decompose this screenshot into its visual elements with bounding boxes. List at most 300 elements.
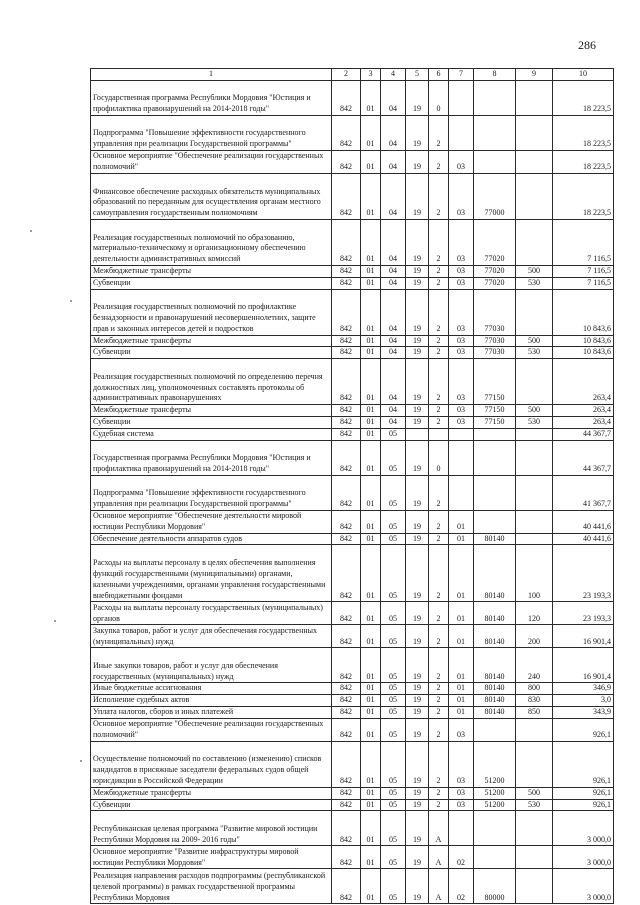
- subprogram-code: А: [429, 869, 449, 904]
- subprogram-code: 2: [429, 545, 449, 602]
- expense-type-code: 200: [516, 625, 553, 648]
- row-description: Иные закупки товаров, работ и услуг для обеспечения государственных (муниципальных) нужд: [91, 648, 332, 683]
- table-row: [91, 416, 614, 428]
- subsection-code: 05: [381, 625, 406, 648]
- column-header: 2: [332, 69, 361, 81]
- subprogram-code: 2: [429, 706, 449, 718]
- row-description: Межбюджетные трансферты: [91, 266, 332, 278]
- program-code: 19: [406, 416, 429, 428]
- scan-speck: [70, 300, 72, 302]
- program-code: 19: [406, 811, 429, 846]
- subprogram-code: 2: [429, 335, 449, 347]
- section-code: 01: [361, 533, 381, 545]
- section-code: 01: [361, 335, 381, 347]
- section-code: 01: [361, 683, 381, 695]
- subprogram-code: А: [429, 811, 449, 846]
- expense-code: 51200: [474, 741, 516, 787]
- subsection-code: 05: [381, 695, 406, 707]
- subsection-code: 04: [381, 116, 406, 151]
- table-row: [91, 289, 614, 335]
- subprogram-code: 2: [429, 405, 449, 417]
- table-row: [91, 428, 614, 440]
- table-row: [91, 625, 614, 648]
- admin-code: 842: [332, 545, 361, 602]
- row-description: Реализация государственных полномочий по определению перечня должностных лиц, уполномоченных составлять протоколы об административных правонарушениях: [91, 359, 332, 405]
- subsection-code: 04: [381, 416, 406, 428]
- budget-table: [90, 68, 614, 904]
- amount: 3,0: [553, 695, 614, 707]
- program-code: 19: [406, 440, 429, 475]
- measure-code: 02: [449, 869, 474, 904]
- measure-code: 03: [449, 718, 474, 741]
- table-header-row: [91, 69, 614, 81]
- admin-code: 842: [332, 706, 361, 718]
- measure-code: 01: [449, 648, 474, 683]
- subprogram-code: 2: [429, 151, 449, 174]
- admin-code: 842: [332, 718, 361, 741]
- amount: 926,1: [553, 787, 614, 799]
- amount: 3 000,0: [553, 869, 614, 904]
- expense-code: [474, 440, 516, 475]
- expense-code: 77020: [474, 220, 516, 266]
- subsection-code: 05: [381, 846, 406, 869]
- expense-code: 80140: [474, 545, 516, 602]
- measure-code: 03: [449, 799, 474, 811]
- measure-code: 03: [449, 347, 474, 359]
- subprogram-code: 2: [429, 266, 449, 278]
- expense-type-code: [516, 289, 553, 335]
- subprogram-code: 2: [429, 741, 449, 787]
- measure-code: [449, 440, 474, 475]
- measure-code: 03: [449, 787, 474, 799]
- table-row: [91, 277, 614, 289]
- row-description: Субвенции: [91, 277, 332, 289]
- table-row: [91, 174, 614, 220]
- amount: 23 193,3: [553, 602, 614, 625]
- subsection-code: 04: [381, 347, 406, 359]
- table-row: [91, 533, 614, 545]
- measure-code: 01: [449, 545, 474, 602]
- expense-type-code: 120: [516, 602, 553, 625]
- program-code: 19: [406, 475, 429, 510]
- row-description: Межбюджетные трансферты: [91, 335, 332, 347]
- admin-code: 842: [332, 266, 361, 278]
- subprogram-code: 2: [429, 277, 449, 289]
- program-code: 19: [406, 648, 429, 683]
- amount: 926,1: [553, 718, 614, 741]
- table-row: [91, 266, 614, 278]
- program-code: 19: [406, 405, 429, 417]
- row-description: Государственная программа Республики Мордовия "Юстиция и профилактика правонарушений на 2014-2018 годы": [91, 81, 332, 116]
- table-row: [91, 695, 614, 707]
- amount: 40 441,6: [553, 533, 614, 545]
- section-code: 01: [361, 811, 381, 846]
- subsection-code: 05: [381, 648, 406, 683]
- table-row: [91, 846, 614, 869]
- subprogram-code: 2: [429, 533, 449, 545]
- measure-code: [449, 116, 474, 151]
- admin-code: 842: [332, 416, 361, 428]
- admin-code: 842: [332, 347, 361, 359]
- program-code: 19: [406, 220, 429, 266]
- section-code: 01: [361, 440, 381, 475]
- subprogram-code: 2: [429, 359, 449, 405]
- section-code: 01: [361, 869, 381, 904]
- section-code: 01: [361, 289, 381, 335]
- section-code: 01: [361, 625, 381, 648]
- table-row: [91, 706, 614, 718]
- admin-code: 842: [332, 741, 361, 787]
- measure-code: 03: [449, 277, 474, 289]
- subsection-code: 05: [381, 811, 406, 846]
- amount: 263,4: [553, 416, 614, 428]
- column-header: 6: [429, 69, 449, 81]
- admin-code: 842: [332, 869, 361, 904]
- column-header: 10: [553, 69, 614, 81]
- section-code: 01: [361, 347, 381, 359]
- program-code: 19: [406, 359, 429, 405]
- section-code: 01: [361, 510, 381, 533]
- amount: 44 367,7: [553, 440, 614, 475]
- table-row: [91, 475, 614, 510]
- section-code: 01: [361, 81, 381, 116]
- section-code: 01: [361, 266, 381, 278]
- admin-code: 842: [332, 289, 361, 335]
- amount: 16 901,4: [553, 648, 614, 683]
- program-code: 19: [406, 799, 429, 811]
- expense-code: 80140: [474, 533, 516, 545]
- amount: 41 367,7: [553, 475, 614, 510]
- expense-type-code: 500: [516, 266, 553, 278]
- program-code: 19: [406, 335, 429, 347]
- measure-code: 03: [449, 174, 474, 220]
- row-description: Субвенции: [91, 799, 332, 811]
- subprogram-code: 2: [429, 799, 449, 811]
- program-code: 19: [406, 695, 429, 707]
- expense-code: 77150: [474, 405, 516, 417]
- row-description: Основное мероприятие "Обеспечение реализации государственных полномочий": [91, 151, 332, 174]
- subprogram-code: 2: [429, 683, 449, 695]
- table-row: [91, 335, 614, 347]
- subprogram-code: 2: [429, 695, 449, 707]
- section-code: 01: [361, 428, 381, 440]
- column-header: 9: [516, 69, 553, 81]
- expense-type-code: [516, 869, 553, 904]
- subprogram-code: 2: [429, 475, 449, 510]
- amount: 10 843,6: [553, 347, 614, 359]
- subsection-code: 04: [381, 174, 406, 220]
- column-header: 1: [91, 69, 332, 81]
- expense-type-code: 530: [516, 799, 553, 811]
- measure-code: 03: [449, 416, 474, 428]
- expense-type-code: 850: [516, 706, 553, 718]
- expense-type-code: [516, 718, 553, 741]
- measure-code: 02: [449, 846, 474, 869]
- program-code: 19: [406, 510, 429, 533]
- table-row: [91, 220, 614, 266]
- measure-code: 03: [449, 266, 474, 278]
- page-number: 286: [578, 38, 596, 52]
- subprogram-code: 2: [429, 289, 449, 335]
- measure-code: 01: [449, 510, 474, 533]
- program-code: 19: [406, 266, 429, 278]
- row-description: Реализация государственных полномочий по образованию, материально-техническому и организационному обеспечению деятельности административных комиссий: [91, 220, 332, 266]
- expense-type-code: 530: [516, 416, 553, 428]
- expense-code: 77150: [474, 416, 516, 428]
- subsection-code: 05: [381, 869, 406, 904]
- admin-code: 842: [332, 428, 361, 440]
- amount: 343,9: [553, 706, 614, 718]
- table-row: [91, 405, 614, 417]
- program-code: 19: [406, 602, 429, 625]
- expense-code: 77020: [474, 266, 516, 278]
- admin-code: 842: [332, 475, 361, 510]
- table-row: [91, 510, 614, 533]
- expense-code: [474, 428, 516, 440]
- amount: 346,9: [553, 683, 614, 695]
- expense-code: 77000: [474, 174, 516, 220]
- expense-code: 80140: [474, 625, 516, 648]
- section-code: 01: [361, 648, 381, 683]
- admin-code: 842: [332, 811, 361, 846]
- subprogram-code: 2: [429, 625, 449, 648]
- measure-code: [449, 475, 474, 510]
- row-description: Межбюджетные трансферты: [91, 405, 332, 417]
- section-code: 01: [361, 220, 381, 266]
- section-code: 01: [361, 695, 381, 707]
- program-code: 19: [406, 741, 429, 787]
- expense-type-code: [516, 741, 553, 787]
- row-description: Закупка товаров, работ и услуг для обеспечения государственных (муниципальных) нужд: [91, 625, 332, 648]
- expense-type-code: 830: [516, 695, 553, 707]
- admin-code: 842: [332, 116, 361, 151]
- measure-code: 01: [449, 706, 474, 718]
- admin-code: 842: [332, 533, 361, 545]
- subprogram-code: 0: [429, 440, 449, 475]
- table-row: [91, 799, 614, 811]
- expense-code: 51200: [474, 799, 516, 811]
- row-description: Уплата налогов, сборов и иных платежей: [91, 706, 332, 718]
- expense-type-code: 500: [516, 405, 553, 417]
- subsection-code: 05: [381, 602, 406, 625]
- subsection-code: 05: [381, 799, 406, 811]
- admin-code: 842: [332, 799, 361, 811]
- row-description: Подпрограмма "Повышение эффективности государственного управления при реализации Государственной программы": [91, 116, 332, 151]
- expense-code: 77030: [474, 335, 516, 347]
- program-code: 19: [406, 683, 429, 695]
- measure-code: 03: [449, 335, 474, 347]
- table-row: [91, 81, 614, 116]
- amount: 926,1: [553, 799, 614, 811]
- table-row: [91, 718, 614, 741]
- subsection-code: 04: [381, 266, 406, 278]
- admin-code: 842: [332, 787, 361, 799]
- subsection-code: 05: [381, 787, 406, 799]
- row-description: Осуществление полномочий по составлению (изменению) списков кандидатов в присяжные заседатели федеральных судов общей юрисдикции в Российской Федерации: [91, 741, 332, 787]
- subsection-code: 05: [381, 510, 406, 533]
- subsection-code: 04: [381, 335, 406, 347]
- amount: 40 441,6: [553, 510, 614, 533]
- measure-code: [449, 428, 474, 440]
- measure-code: 03: [449, 741, 474, 787]
- admin-code: 842: [332, 359, 361, 405]
- subprogram-code: [429, 428, 449, 440]
- amount: 18 223,5: [553, 116, 614, 151]
- expense-code: [474, 116, 516, 151]
- row-description: Реализация государственных полномочий по профилактике безнадзорности и правонарушений несовершеннолетних, защите прав и законных интересов детей и подростков: [91, 289, 332, 335]
- subsection-code: 04: [381, 405, 406, 417]
- row-description: Основное мероприятие "Развитие инфраструктуры мировой юстиции Республики Мордовия": [91, 846, 332, 869]
- expense-code: [474, 475, 516, 510]
- expense-type-code: 800: [516, 683, 553, 695]
- row-description: Государственная программа Республики Мордовия "Юстиция и профилактика правонарушений на 2014-2018 годы": [91, 440, 332, 475]
- row-description: Реализация направления расходов подпрограммы (республиканской целевой программы) в рамках государственной программы Республики Мордовия: [91, 869, 332, 904]
- section-code: 01: [361, 706, 381, 718]
- scan-speck: [80, 760, 82, 762]
- subprogram-code: А: [429, 846, 449, 869]
- expense-code: [474, 151, 516, 174]
- amount: 44 367,7: [553, 428, 614, 440]
- section-code: 01: [361, 405, 381, 417]
- table-body: [91, 81, 614, 904]
- expense-code: 77030: [474, 347, 516, 359]
- program-code: 19: [406, 545, 429, 602]
- amount: 10 843,6: [553, 289, 614, 335]
- expense-code: [474, 811, 516, 846]
- section-code: 01: [361, 602, 381, 625]
- section-code: 01: [361, 545, 381, 602]
- expense-type-code: 500: [516, 335, 553, 347]
- column-header: 7: [449, 69, 474, 81]
- section-code: 01: [361, 718, 381, 741]
- expense-code: [474, 846, 516, 869]
- subsection-code: 04: [381, 220, 406, 266]
- row-description: Расходы на выплаты персоналу в целях обеспечения выполнения функций государственными (муниципальными) органами, казенными учреждениями, органами управления государственными внебюджетными фондами: [91, 545, 332, 602]
- program-code: 19: [406, 116, 429, 151]
- amount: 16 901,4: [553, 625, 614, 648]
- section-code: 01: [361, 741, 381, 787]
- admin-code: 842: [332, 440, 361, 475]
- amount: 3 000,0: [553, 846, 614, 869]
- column-header: 8: [474, 69, 516, 81]
- table-row: [91, 811, 614, 846]
- admin-code: 842: [332, 174, 361, 220]
- row-description: Исполнение судебных актов: [91, 695, 332, 707]
- section-code: 01: [361, 475, 381, 510]
- table-row: [91, 869, 614, 904]
- subsection-code: 04: [381, 359, 406, 405]
- subsection-code: 05: [381, 440, 406, 475]
- table-row: [91, 116, 614, 151]
- program-code: 19: [406, 706, 429, 718]
- measure-code: 03: [449, 289, 474, 335]
- amount: 18 223,5: [553, 81, 614, 116]
- expense-code: 77030: [474, 289, 516, 335]
- subsection-code: 04: [381, 277, 406, 289]
- measure-code: 03: [449, 151, 474, 174]
- row-description: Основное мероприятие "Обеспечение деятельности мировой юстиции Республики Мордовия": [91, 510, 332, 533]
- measure-code: 01: [449, 533, 474, 545]
- row-description: Межбюджетные трансферты: [91, 787, 332, 799]
- program-code: 19: [406, 347, 429, 359]
- amount: 3 000,0: [553, 811, 614, 846]
- expense-code: 80140: [474, 695, 516, 707]
- measure-code: [449, 811, 474, 846]
- row-description: Республиканская целевая программа "Развитие мировой юстиции Республики Мордовия на 2009- 2016 годы": [91, 811, 332, 846]
- amount: 10 843,6: [553, 335, 614, 347]
- subsection-code: 05: [381, 741, 406, 787]
- admin-code: 842: [332, 625, 361, 648]
- measure-code: 01: [449, 602, 474, 625]
- row-description: Иные бюджетные ассигнования: [91, 683, 332, 695]
- admin-code: 842: [332, 151, 361, 174]
- admin-code: 842: [332, 510, 361, 533]
- admin-code: 842: [332, 602, 361, 625]
- expense-code: 80140: [474, 706, 516, 718]
- column-header: 3: [361, 69, 381, 81]
- amount: 263,4: [553, 405, 614, 417]
- scan-speck: [30, 230, 32, 232]
- row-description: Обеспечение деятельности аппаратов судов: [91, 533, 332, 545]
- section-code: 01: [361, 787, 381, 799]
- subprogram-code: 2: [429, 347, 449, 359]
- expense-type-code: [516, 151, 553, 174]
- admin-code: 842: [332, 81, 361, 116]
- table-row: [91, 440, 614, 475]
- expense-type-code: [516, 510, 553, 533]
- table-row: [91, 683, 614, 695]
- measure-code: 03: [449, 359, 474, 405]
- table-row: [91, 648, 614, 683]
- expense-type-code: 530: [516, 347, 553, 359]
- admin-code: 842: [332, 335, 361, 347]
- expense-type-code: [516, 440, 553, 475]
- amount: 18 223,5: [553, 151, 614, 174]
- amount: 263,4: [553, 359, 614, 405]
- program-code: 19: [406, 277, 429, 289]
- measure-code: 01: [449, 683, 474, 695]
- program-code: 19: [406, 625, 429, 648]
- row-description: Финансовое обеспечение расходных обязательств муниципальных образований по переданным для осуществления органам местного самоуправления государственным полномочиям: [91, 174, 332, 220]
- expense-code: 80140: [474, 602, 516, 625]
- section-code: 01: [361, 846, 381, 869]
- program-code: 19: [406, 787, 429, 799]
- amount: 23 193,3: [553, 545, 614, 602]
- row-description: Подпрограмма "Повышение эффективности государственного управления при реализации Государственной программы": [91, 475, 332, 510]
- scan-speck: [54, 620, 56, 622]
- subsection-code: 05: [381, 475, 406, 510]
- program-code: 19: [406, 151, 429, 174]
- subsection-code: 05: [381, 533, 406, 545]
- expense-type-code: [516, 359, 553, 405]
- expense-type-code: [516, 533, 553, 545]
- amount: 7 116,5: [553, 277, 614, 289]
- subprogram-code: 2: [429, 416, 449, 428]
- expense-type-code: 530: [516, 277, 553, 289]
- amount: 18 223,5: [553, 174, 614, 220]
- expense-type-code: 240: [516, 648, 553, 683]
- column-header: 4: [381, 69, 406, 81]
- expense-code: 80000: [474, 869, 516, 904]
- subprogram-code: 2: [429, 648, 449, 683]
- program-code: 19: [406, 289, 429, 335]
- program-code: 19: [406, 81, 429, 116]
- expense-type-code: [516, 116, 553, 151]
- subsection-code: 05: [381, 683, 406, 695]
- table-row: [91, 359, 614, 405]
- section-code: 01: [361, 416, 381, 428]
- expense-code: 77020: [474, 277, 516, 289]
